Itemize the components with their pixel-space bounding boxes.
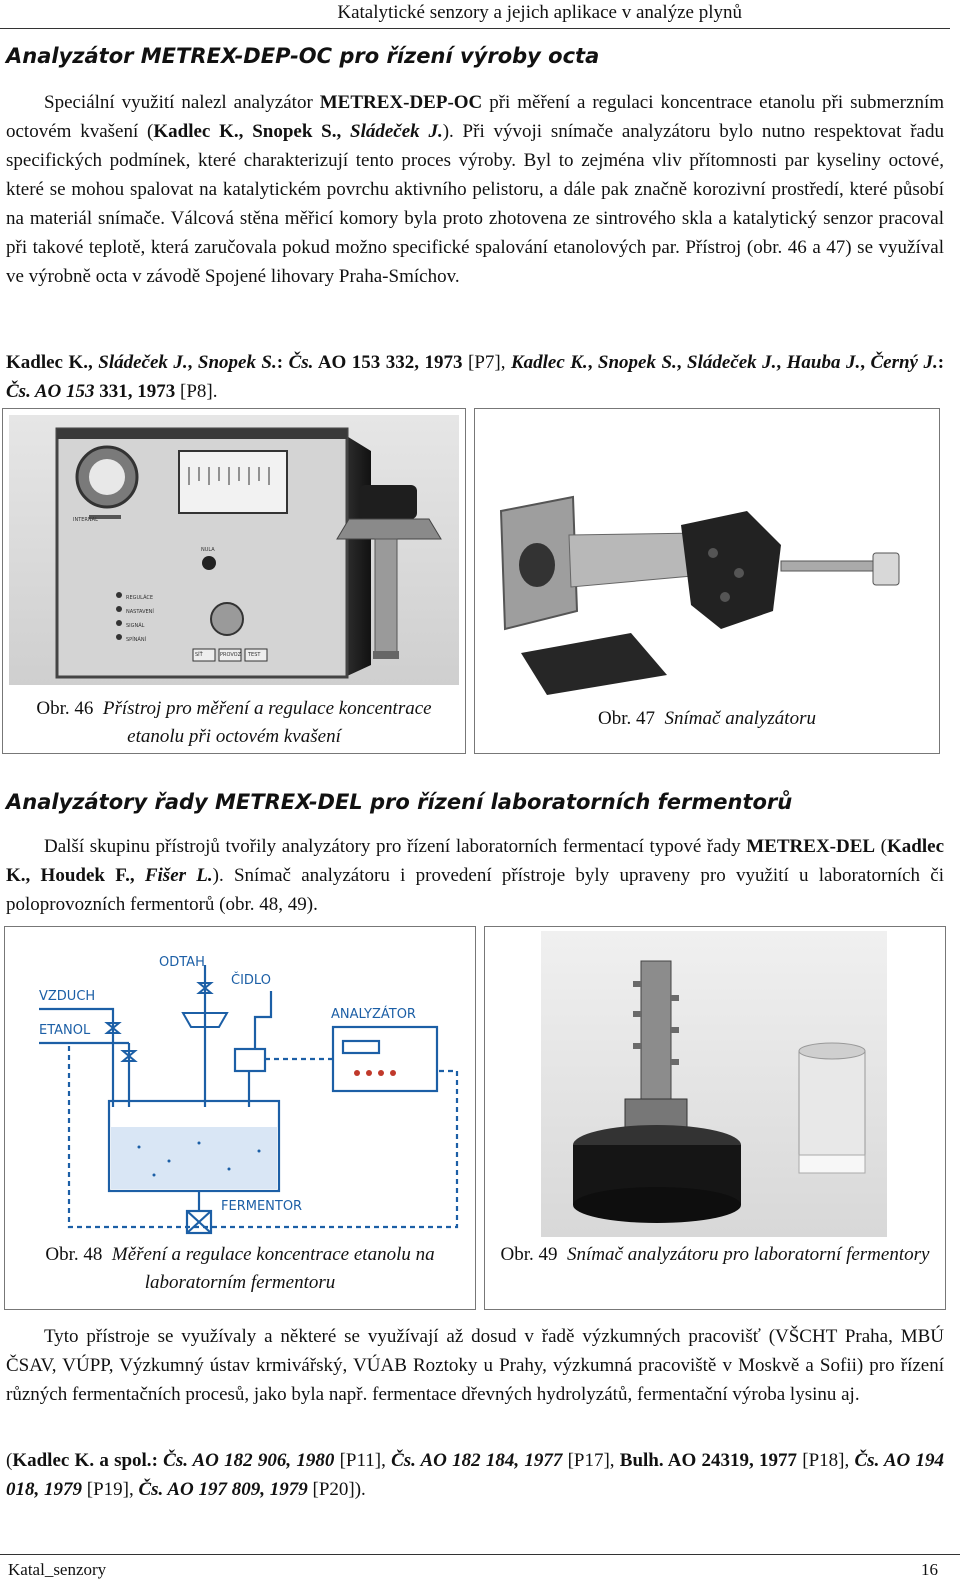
references-del: (Kadlec K. a spol.: Čs. AO 182 906, 1980 [P11], Čs. AO 182 184, 1977 [P17], Bulh. AO 24319, 1977 [P18], Čs. AO 194 018, 1979 [P19], Čs. AO 197 809, 1979 [P20]). <box>6 1450 944 1500</box>
caption-48: Obr. 48 Měření a regulace koncentrace etanolu na laboratorním fermentoru <box>45 1244 435 1293</box>
footer-document-name: Katal_senzory <box>8 1560 107 1579</box>
device-side-label: SPÍNÁNÍ <box>126 637 147 643</box>
device-label-knob: NULA <box>201 547 215 553</box>
page-number: 16 <box>921 1560 938 1579</box>
device-button-label: SÍŤ <box>195 652 203 658</box>
running-header: Katalytické senzory a jejich aplikace v analýze plynů <box>337 2 742 23</box>
figure-48 <box>4 926 476 1310</box>
device-button-label: TEST <box>248 652 261 658</box>
section-title-metrex-dep-oc: Analyzátor METREX-DEP-OC pro řízení výroby octa <box>6 44 600 68</box>
caption-47: Obr. 47 Snímač analyzátoru <box>598 708 816 729</box>
diagram-label-analyzator: ANALYZÁTOR <box>331 1007 416 1022</box>
diagram-label-vzduch: VZDUCH <box>39 989 96 1004</box>
device-side-labels <box>126 591 154 647</box>
figure-46-photo <box>9 415 459 685</box>
device-side-label: SIGNÁL <box>126 623 145 629</box>
references-dep-oc: Kadlec K., Sládeček J., Snopek S.: Čs. AO 153 332, 1973 [P7], Kadlec K., Snopek S., Sládeček J., Hauba J., Černý J.: Čs. AO 153 331, 1973 [P8]. <box>6 352 945 402</box>
caption-46: Obr. 46 Přístroj pro měření a regulace koncentrace etanolu při octovém kvašení <box>36 698 432 747</box>
figure-49-photo <box>541 931 887 1237</box>
diagram-label-etanol: ETANOL <box>39 1023 91 1038</box>
diagram-label-cidlo: ČIDLO <box>231 973 271 988</box>
device-label-left: INTERNAL <box>73 517 98 523</box>
figure-48-diagram <box>9 931 471 1241</box>
caption-49: Obr. 49 Snímač analyzátoru pro laboratorní fermentory <box>500 1244 930 1265</box>
figure-46 <box>2 408 466 754</box>
figure-47 <box>474 408 940 754</box>
paragraph-del: Další skupinu přístrojů tvořily analyzátory pro řízení laboratorních fermentací typové řady METREX-DEL (Kadlec K., Houdek F., Fišer L.). Snímač analyzátoru i provedení přístroje byly upraveny pro využití u laboratorních či poloprovozních fermentorů (obr. 48, 49). <box>6 836 945 915</box>
footer-rule <box>0 1554 960 1555</box>
instrument-photo <box>9 415 459 685</box>
device-button-label: PROVOZ <box>220 652 242 658</box>
figure-49 <box>484 926 946 1310</box>
lab-sensor-photo <box>541 931 887 1237</box>
sensor-photo <box>481 415 933 695</box>
diagram-label-odtah: ODTAH <box>159 955 205 970</box>
diagram-label-fermentor: FERMENTOR <box>221 1199 303 1214</box>
paragraph-dep-oc: Speciální využití nalezl analyzátor METREX-DEP-OC při měření a regulaci koncentrace etanolu při submerzním octovém kvašení (Kadlec K., Snopek S., Sládeček J.). Při vývoji snímače analyzátoru bylo nutno respektovat řadu specifických podmínek, které charakterizují tento proces výroby. Byl to zejména vliv přítomnosti par kyseliny octové, které se mohou spalovat na katalytickém povrchu aktivního pelistoru, a dále pak značně korozivní prostředí, které působí na materiál snímače. Válcová stěna měřicí komory byla proto zhotovena ze sintrového skla a katalytický senzor pracoval při takové teplotě, která zaručovala pokud možno specifické spalování etanolových par. Přístroj (obr. 46 a 47) se využíval ve výrobně octa v závodě Spojené lihovary Praha-Smíchov. <box>6 92 945 287</box>
header-rule <box>0 28 950 29</box>
section-title-metrex-del: Analyzátory řady METREX-DEL pro řízení laboratorních fermentorů <box>6 790 793 814</box>
paragraph-usage: Tyto přístroje se využívaly a některé se využívají až dosud v řadě výzkumných pracovišť (VŠCHT Praha, MBÚ ČSAV, VÚPP, Výzkumný ústav krmivářský, VÚAB Roztoky u Prahy, výzkumná pracoviště v Moskvě a Sofii) pro řízení různých fermentačních procesů, jako byla např. fermentace dřevných hydrolyzátů, fermentační výroba lysinu aj. <box>6 1326 944 1405</box>
device-side-label: NASTAVENÍ <box>126 609 154 615</box>
figure-47-photo <box>481 415 933 695</box>
device-side-label: REGULÁCE <box>126 595 154 601</box>
